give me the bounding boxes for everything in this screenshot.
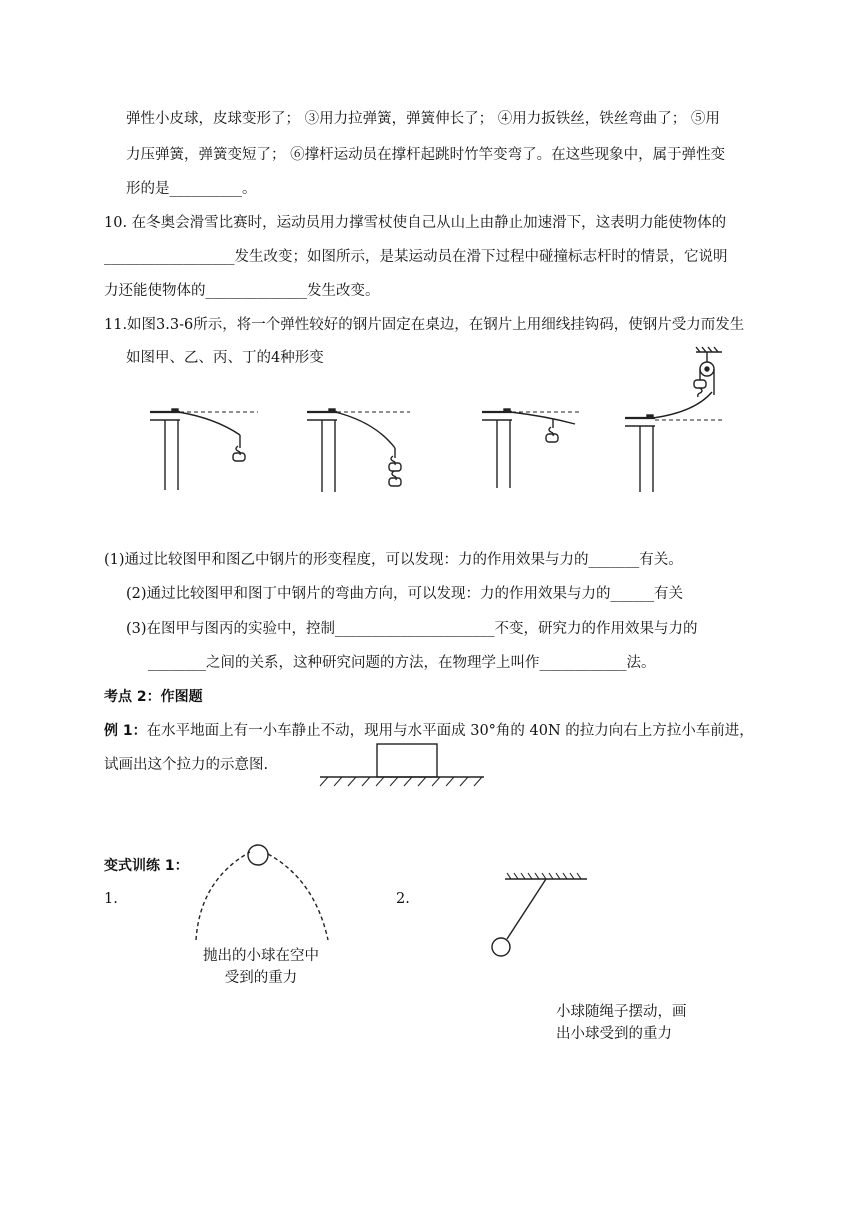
example-1-line2: 试画出这个拉力的示意图. xyxy=(104,757,269,773)
projectile-caption-line2: 受到的重力 xyxy=(224,970,298,986)
pendulum-ball-figure xyxy=(492,873,587,956)
q11-line1: 11.如图3.3-6所示，将一个弹性较好的钢片固定在桌边，在钢片上用细线挂钩码，使钢片受力而发生 xyxy=(104,317,745,333)
q9-line3: 形的是__________。 xyxy=(126,181,257,197)
q11-sub3b: ________之间的关系，这种研究问题的方法，在物理学上叫作____________法。 xyxy=(148,655,656,671)
q10-line3: 力还能使物体的______________发生改变。 xyxy=(104,283,380,299)
q9-line2: 力压弹簧，弹簧变短了； ⑥撑杆运动员在撑杆起跳时竹竿变弯了。在这些现象中，属于弹性变 xyxy=(126,147,726,163)
pendulum-caption-line1: 小球随绳子摆动，画 xyxy=(556,1004,687,1020)
pendulum-caption-line2: 出小球受到的重力 xyxy=(556,1026,672,1042)
q11-sub2: (2)通过比较图甲和图丁中钢片的弯曲方向，可以发现：力的作用效果与力的______有关 xyxy=(126,586,684,602)
projectile-caption xyxy=(196,945,326,989)
figure-ding-steel-plate xyxy=(625,347,725,492)
projectile-ball-figure xyxy=(196,845,328,940)
q10-line2: __________________发生改变；如图所示，是某运动员在滑下过程中碰撞标志杆时的情景，它说明 xyxy=(104,249,728,265)
figure-jia-steel-plate xyxy=(150,409,258,490)
q11-sub1: (1)通过比较图甲和图乙中钢片的形变程度，可以发现：力的作用效果与力的_______有关。 xyxy=(104,552,683,568)
figure-yi-steel-plate xyxy=(307,409,410,492)
section-title: 考点 2：作图题 xyxy=(104,689,203,705)
example-cart-figure xyxy=(320,744,484,786)
q11-line2: 如图甲、乙、丙、丁的4种形变 xyxy=(126,350,324,366)
q9-line1: 弹性小皮球，皮球变形了； ③用力拉弹簧，弹簧伸长了； ④用力扳铁丝，铁丝弯曲了； ⑤用 xyxy=(126,111,720,127)
example-1-line1 xyxy=(104,721,754,741)
practice-item-2-number: 2. xyxy=(396,891,410,907)
example-text: 在水平地面上有一小车静止不动，现用与水平面成 30°角的 40N 的拉力向右上方拉小车前进， xyxy=(146,723,754,739)
practice-title: 变式训练 1： xyxy=(104,858,189,874)
q11-sub3a: (3)在图甲与图丙的实验中，控制______________________不变，研究力的作用效果与力的 xyxy=(126,621,698,637)
q10-line1: 10. 在冬奥会滑雪比赛时，运动员用力撑雪杖使自己从山上由静止加速滑下，这表明力能使物体的 xyxy=(104,215,727,231)
projectile-caption-line1: 抛出的小球在空中 xyxy=(203,948,319,964)
pendulum-caption xyxy=(556,1001,687,1045)
example-label: 例 1： xyxy=(104,723,147,739)
practice-item-1-number: 1. xyxy=(104,891,118,907)
figure-bing-steel-plate xyxy=(482,409,580,488)
